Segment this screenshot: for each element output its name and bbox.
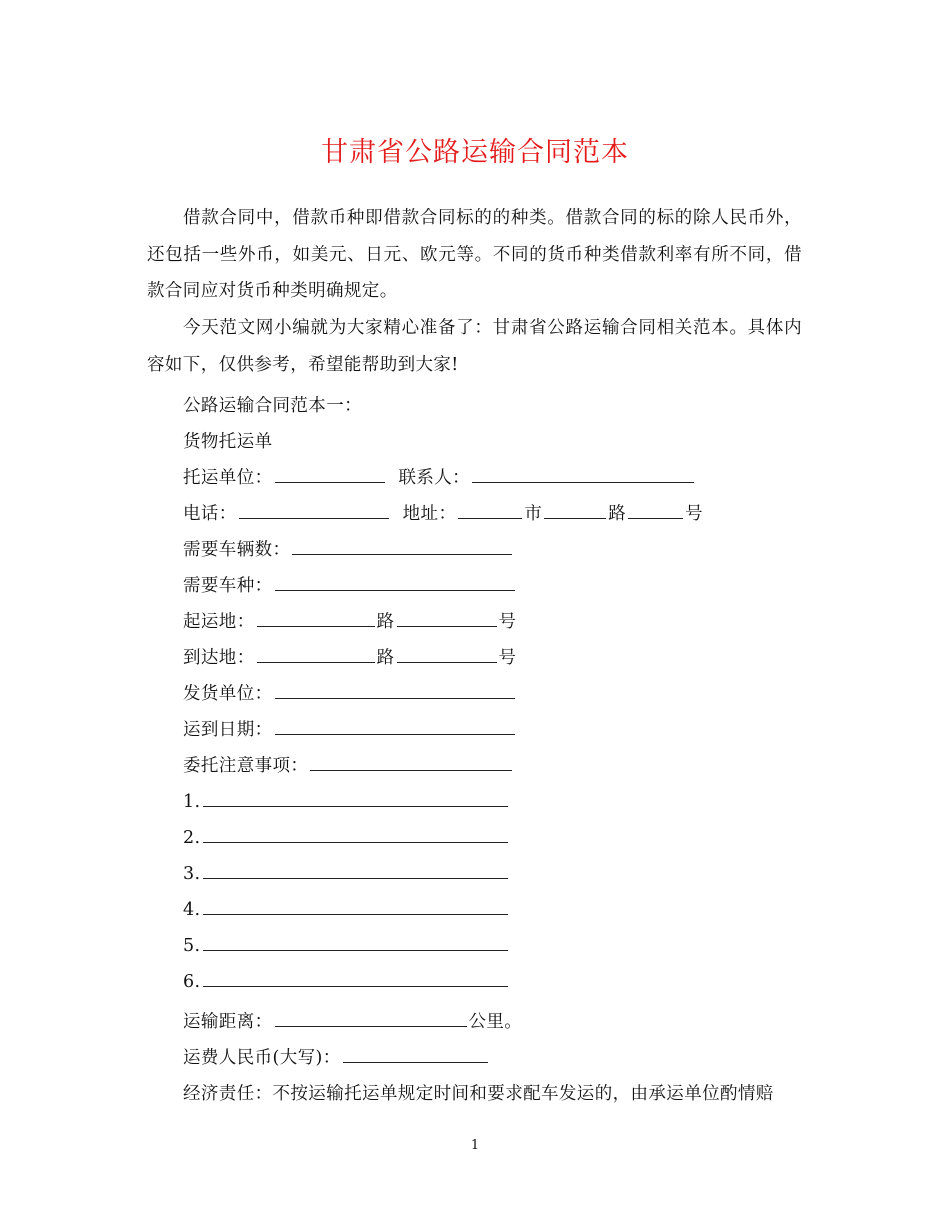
contact-blank[interactable] <box>472 466 694 483</box>
form-title: 货物托运单 <box>183 432 273 452</box>
list-item <box>183 862 510 886</box>
vehicle-type-label: 需要车种： <box>183 576 273 596</box>
distance-blank[interactable] <box>275 1010 467 1027</box>
origin-road-label: 路 <box>376 612 395 632</box>
fee-blank[interactable] <box>343 1046 488 1063</box>
sender-blank[interactable] <box>275 682 515 699</box>
address-number-blank[interactable] <box>628 502 683 519</box>
item-number: 6. <box>183 972 201 992</box>
shipper-blank[interactable] <box>275 466 385 483</box>
page-number: 1 <box>470 1138 480 1153</box>
liability-row: 经济责任：不按运输托运单规定时间和要求配车发运的，由承运单位酌情赔 <box>183 1084 774 1104</box>
notes-blank[interactable] <box>310 754 512 771</box>
phone-row <box>183 502 703 526</box>
vehicles-blank[interactable] <box>292 538 512 555</box>
destination-label: 到达地： <box>183 648 255 668</box>
item-number: 5. <box>183 936 201 956</box>
list-item <box>183 898 510 922</box>
intro-paragraph-2: 今天范文网小编就为大家精心准备了：甘肃省公路运输合同相关范本。具体内容如下，仅供参考，希望能帮助到大家! <box>147 318 802 375</box>
origin-road-blank[interactable] <box>257 610 375 627</box>
fee-label: 运费人民币(大写)： <box>183 1048 341 1068</box>
origin-row <box>183 610 516 634</box>
shipper-label: 托运单位： <box>183 468 273 488</box>
destination-road-blank[interactable] <box>257 646 375 663</box>
list-item <box>183 970 510 994</box>
address-label: 地址： <box>402 504 457 524</box>
item-blank[interactable] <box>203 826 508 843</box>
km-label: 公里。 <box>468 1012 523 1032</box>
origin-label: 起运地： <box>183 612 255 632</box>
list-item <box>183 826 510 850</box>
road-label: 路 <box>608 504 627 524</box>
phone-label: 电话： <box>183 504 237 524</box>
shipper-row <box>183 466 696 490</box>
origin-number-blank[interactable] <box>397 610 497 627</box>
item-blank[interactable] <box>203 862 508 879</box>
sender-row <box>183 682 517 706</box>
item-number: 4. <box>183 900 201 920</box>
item-blank[interactable] <box>203 790 508 807</box>
city-label: 市 <box>524 504 543 524</box>
notes-row <box>183 754 514 778</box>
distance-label: 运输距离： <box>183 1012 273 1032</box>
distance-row <box>183 1010 522 1034</box>
list-item <box>183 934 510 958</box>
item-number: 3. <box>183 864 201 884</box>
vehicles-label: 需要车辆数： <box>183 540 291 560</box>
item-number: 2. <box>183 828 201 848</box>
section-heading: 公路运输合同范本一： <box>183 396 362 416</box>
fee-row <box>183 1046 490 1070</box>
vehicle-type-blank[interactable] <box>275 574 515 591</box>
origin-number-label: 号 <box>498 612 517 632</box>
sender-label: 发货单位： <box>183 684 273 704</box>
intro-paragraph: 借款合同中，借款币种即借款合同标的的种类。借款合同的标的除人民币外，还包括一些外币，如美元、日元、欧元等。不同的货币种类借款利率有所不同，借款合同应对货币种类明确规定。 <box>147 208 802 301</box>
arrival-date-label: 运到日期： <box>183 720 273 740</box>
arrival-date-blank[interactable] <box>275 718 515 735</box>
destination-number-blank[interactable] <box>397 646 497 663</box>
vehicles-row <box>183 538 514 562</box>
item-blank[interactable] <box>203 934 508 951</box>
item-number: 1. <box>183 792 201 812</box>
destination-road-label: 路 <box>376 648 395 668</box>
item-blank[interactable] <box>203 898 508 915</box>
arrival-date-row <box>183 718 517 742</box>
address-road-blank[interactable] <box>544 502 606 519</box>
document-title: 甘肃省公路运输合同范本 <box>321 137 629 168</box>
vehicle-type-row <box>183 574 517 598</box>
address-city-blank[interactable] <box>458 502 522 519</box>
destination-number-label: 号 <box>498 648 517 668</box>
phone-blank[interactable] <box>239 502 389 519</box>
destination-row <box>183 646 516 670</box>
notes-label: 委托注意事项： <box>183 756 309 776</box>
contact-label: 联系人： <box>398 468 471 488</box>
item-blank[interactable] <box>203 970 508 987</box>
list-item <box>183 790 510 814</box>
number-label: 号 <box>685 504 704 524</box>
